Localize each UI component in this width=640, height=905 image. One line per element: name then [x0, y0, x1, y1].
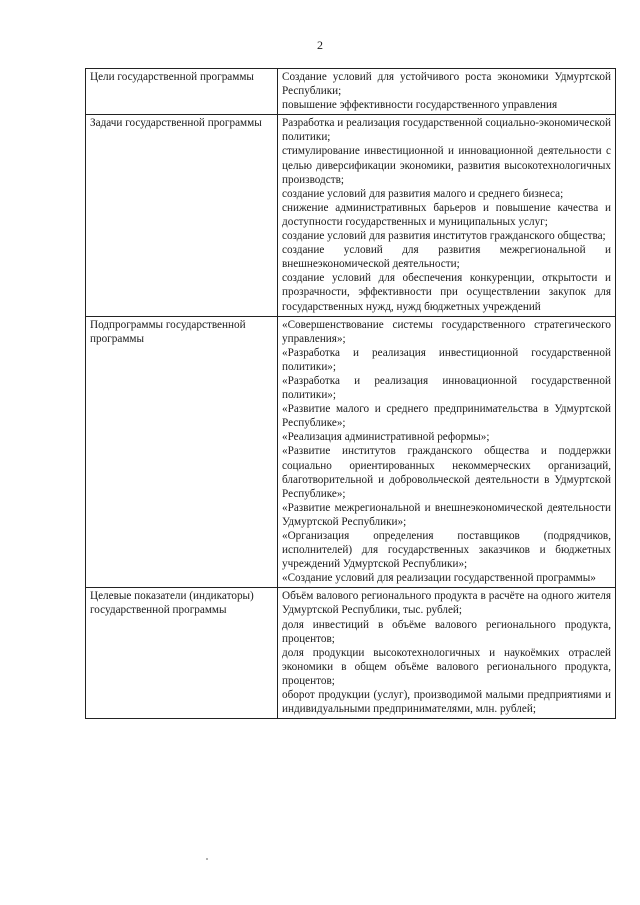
- row-label-indicators: Целевые показатели (индикаторы) государственной программы: [86, 588, 278, 719]
- list-item: оборот продукции (услуг), производимой малыми предприятиями и индивидуальными предпринимателями, млн. рублей;: [282, 689, 611, 716]
- row-value-goals: [278, 69, 616, 115]
- list-item: «Создание условий для реализации государственной программы»: [282, 572, 596, 585]
- table-row-subprograms: [86, 316, 616, 588]
- list-item: «Совершенствование системы государственного стратегического управления»;: [282, 318, 611, 345]
- table-row-indicators: [86, 588, 616, 719]
- list-item: повышение эффективности государственного управления: [282, 99, 558, 112]
- list-item: Объём валового регионального продукта в расчёте на одного жителя Удмуртской Республики, тыс. рублей;: [282, 590, 611, 617]
- program-passport-table: [85, 68, 616, 719]
- row-value-subprograms: [278, 316, 616, 588]
- scan-speck: [206, 858, 208, 860]
- list-item: «Развитие институтов гражданского общества и поддержки социально ориентированных некоммерческих организаций, благотворительной и добровольческой деятельности в Удмуртской Республике»;: [282, 445, 611, 500]
- list-item: создание условий для обеспечения конкуренции, открытости и прозрачности, эффективности при осуществлении закупок для государственных нужд, нужд бюджетных учреждений: [282, 272, 611, 313]
- list-item: создание условий для развития институтов гражданского общества;: [282, 230, 606, 243]
- row-label-goals: Цели государственной программы: [86, 69, 278, 115]
- list-item: доля инвестиций в объёме валового регионального продукта, процентов;: [282, 618, 611, 645]
- list-item: Создание условий для устойчивого роста экономики Удмуртской Республики;: [282, 71, 611, 98]
- list-item: «Развитие межрегиональной и внешнеэкономической деятельности Удмуртской Республики»;: [282, 501, 611, 528]
- page-number: 2: [317, 38, 323, 52]
- list-item: стимулирование инвестиционной и инновационной деятельности с целью диверсификации экономики, развития высокотехнологичных производств;: [282, 145, 611, 186]
- table-row-tasks: [86, 115, 616, 316]
- list-item: «Разработка и реализация инвестиционной государственной политики»;: [282, 346, 611, 373]
- list-item: «Развитие малого и среднего предпринимательства в Удмуртской Республике»;: [282, 403, 611, 430]
- table-row-goals: [86, 69, 616, 115]
- row-label-subprograms: Подпрограммы государственной программы: [86, 316, 278, 588]
- list-item: «Организация определения поставщиков (подрядчиков, исполнителей) для государственных заказчиков и бюджетных учреждений Удмуртской Республики»;: [282, 530, 611, 571]
- row-value-indicators: [278, 588, 616, 719]
- list-item: Разработка и реализация государственной социально-экономической политики;: [282, 117, 611, 144]
- list-item: создание условий для развития межрегиональной и внешнеэкономической деятельности;: [282, 244, 611, 271]
- row-label-tasks: Задачи государственной программы: [86, 115, 278, 316]
- list-item: создание условий для развития малого и среднего бизнеса;: [282, 187, 564, 200]
- list-item: «Разработка и реализация инновационной государственной политики»;: [282, 374, 611, 402]
- list-item: доля продукции высокотехнологичных и наукоёмких отраслей экономики в общем объёме валового регионального продукта, процентов;: [282, 646, 611, 687]
- list-item: «Реализация административной реформы»;: [282, 431, 490, 444]
- row-value-tasks: [278, 115, 616, 316]
- list-item: снижение административных барьеров и повышение качества и доступности государственных и муниципальных услуг;: [282, 201, 611, 228]
